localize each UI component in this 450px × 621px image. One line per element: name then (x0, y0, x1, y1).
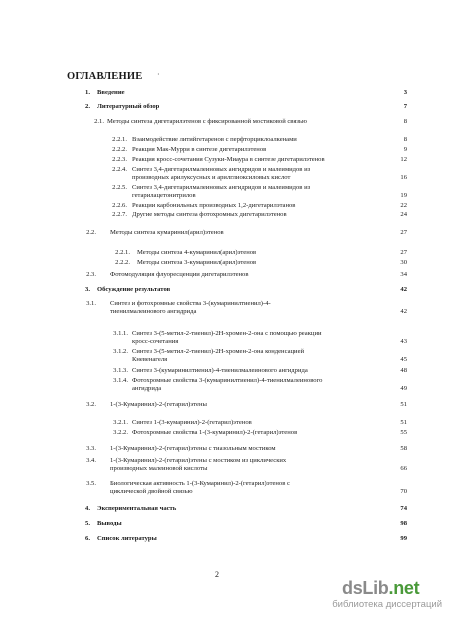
dslib-subtitle: библиотека диссертаций (332, 599, 442, 610)
toc-entry-text-continued: производных малеиновой кислоты (110, 465, 208, 472)
toc-entry-text: Синтез и фотохромные свойства 3-(кумаринилтиенил)-4- (110, 300, 271, 307)
toc-entry-text-continued: тиенилмалеинового ангидрида (110, 308, 197, 315)
toc-entry-number: 3.2. (86, 401, 96, 408)
toc-entry-page: 49 (400, 385, 407, 392)
toc-entry-number: 4. (85, 505, 90, 512)
toc-entry-page: 12 (400, 156, 407, 163)
toc-entry-page: 42 (400, 286, 407, 293)
toc-entry-number: 2.2.1. (112, 136, 127, 143)
toc-entry-number: 3.3. (86, 445, 96, 452)
toc-entry-text: 1-(3-Кумаринил)-2-(гетарил)этены (110, 401, 207, 408)
toc-entry-page: 70 (400, 488, 407, 495)
toc-entry-text: Синтез 3-(5-метил-2-тиенил)-2H-хромен-2-она с помощью реакции (132, 330, 322, 337)
toc-title: ОГЛАВЛЕНИЕ (67, 71, 143, 82)
toc-entry-text: Методы синтеза 3-кумаринил(арил)этенов (137, 259, 257, 266)
toc-entry-number: 2.1. (94, 118, 104, 125)
toc-entry-text-continued: Кневенагеля (132, 356, 168, 363)
toc-entry-number: 3.1.3. (113, 367, 128, 374)
toc-entry-text: Синтез 1-(3-кумаринил)-2-(гетарил)этенов (132, 419, 252, 426)
toc-entry-text: Список литературы (97, 535, 157, 542)
toc-entry-page: 51 (400, 401, 407, 408)
toc-entry-number: 3.2.1. (113, 419, 128, 426)
toc-entry-text: Синтез 3,4-дигетарилмалеиновых ангидридов и малеимидов из (132, 184, 311, 191)
toc-entry-page: 19 (400, 192, 407, 199)
toc-entry-text: Методы синтеза 4-кумаринил(арил)этенов (137, 249, 257, 256)
toc-entry-text: Выводы (97, 520, 122, 527)
toc-entry-page: 45 (400, 356, 407, 363)
scan-dot: · (157, 70, 160, 79)
toc-entry-number: 3.4. (86, 457, 96, 464)
toc-entry-number: 2.2.4. (112, 166, 127, 173)
toc-entry-page: 22 (400, 202, 407, 209)
toc-entry-page: 3 (403, 89, 407, 96)
toc-entry-number: 2.2. (86, 229, 96, 236)
toc-entry-text: Синтез 3-(5-метил-2-тиенил)-2H-хромен-2-она конденсацией (132, 348, 305, 355)
dslib-logo: dsLib.net (342, 578, 420, 598)
toc-entry-number: 2.3. (86, 271, 96, 278)
dslib-watermark[interactable] (292, 578, 442, 614)
toc-entry-number: 2.2.5. (112, 184, 127, 191)
toc-entry-text: Обсуждение результатов (97, 286, 171, 293)
toc-entry-number: 2.2.2. (115, 259, 130, 266)
toc-entry-page: 8 (403, 136, 407, 143)
toc-entry-page: 7 (403, 103, 407, 110)
toc-entry-number: 5. (85, 520, 90, 527)
toc-entry-page: 51 (400, 419, 407, 426)
toc-entry-page: 43 (400, 338, 407, 345)
toc-entry-text: Взаимодействие литийгетаренов с перфторциклоалкенами (132, 136, 297, 143)
toc-entry-text-continued: производных арилуксусных и арилглиоксиловых кислот (132, 174, 291, 181)
toc-entry-text: Экспериментальная часть (97, 505, 177, 512)
toc-entry-number: 2.2.7. (112, 211, 127, 218)
toc-entry-page: 30 (400, 259, 407, 266)
toc-entry-text-continued: кросс-сочетания (132, 338, 179, 345)
toc-entry-number: 2. (85, 103, 90, 110)
toc-entry-page: 9 (403, 146, 407, 153)
toc-entry-page: 42 (400, 308, 407, 315)
page-number: 2 (215, 570, 219, 579)
toc-entry-text: Реакция Мак-Мурри в синтезе дигетарилэтенов (132, 146, 267, 153)
toc-entry-text-continued: циклической двойной связью (110, 488, 193, 495)
toc-entry-page: 34 (400, 271, 407, 278)
toc-entry-text: Другие методы синтеза фотохромных дигетарилэтенов (132, 211, 287, 218)
toc-entry-text: Методы синтеза кумаринил(арил)этенов (110, 229, 224, 236)
toc-entry-text: Реакция кросс-сочетания Сузуки-Миаура в синтезе дигетарилэтенов (132, 156, 325, 163)
toc-entry-page: 66 (400, 465, 407, 472)
toc-entry-number: 2.2.2. (112, 146, 127, 153)
toc-entry-page: 58 (400, 445, 407, 452)
toc-entry-page: 24 (400, 211, 407, 218)
toc-entry-text: Фотомодуляция флуоресценции дигетарилэтенов (110, 271, 249, 278)
toc-entry-number: 6. (85, 535, 90, 542)
toc-entry-text-continued: ангидрида (132, 385, 162, 392)
toc-entry-text: Введение (97, 89, 125, 96)
toc-entry-number: 2.2.6. (112, 202, 127, 209)
toc-entry-number: 1. (85, 89, 90, 96)
toc-entry-text: Синтез 3-(кумаринилтиенил)-4-тиенилмалеинового ангидрида (132, 367, 308, 374)
toc-entry-text: Фотохромные свойства 1-(3-кумаринил)-2-(гетарил)этенов (132, 429, 298, 436)
toc-entry-number: 2.2.3. (112, 156, 127, 163)
toc-entry-text: Фотохромные свойства 3-(кумаринилтиенил)-4-тиенилмалеинового (132, 377, 323, 384)
toc-entry-page: 99 (400, 535, 407, 542)
toc-entry-page: 27 (400, 229, 407, 236)
toc-entry-number: 3. (85, 286, 90, 293)
toc-entry-text: Синтез 3,4-дигетарилмалеиновых ангидридов и малеимидов из (132, 166, 311, 173)
toc-entry-page: 8 (403, 118, 407, 125)
toc-entry-number: 3.1. (86, 300, 96, 307)
toc-entry-text: Реакции карбонильных производных 1,2-дигетарилэтанов (132, 202, 296, 209)
toc-entry-number: 3.1.2. (113, 348, 128, 355)
toc-entry-number: 3.1.1. (113, 330, 128, 337)
toc-entry-number: 3.2.2. (113, 429, 128, 436)
toc-entry-text: Литературный обзор (97, 103, 160, 110)
toc-entry-text: 1-(3-Кумаринил)-2-(гетарил)этены с тиазольным мостиком (110, 445, 276, 452)
toc-entry-text-continued: гетарилацетонитрилов (132, 192, 196, 199)
toc-entry-text: Биологическая активность 1-(3-Кумаринил)-2-(гетарил)этенов с (110, 480, 290, 487)
toc-entry-text: Методы синтеза дигетарилэтенов с фиксированной мостиковой связью (107, 118, 307, 125)
toc-entry-page: 27 (400, 249, 407, 256)
toc-entry-page: 16 (400, 174, 407, 181)
toc-entry-number: 3.5. (86, 480, 96, 487)
toc-entry-text: 1-(3-Кумаринил)-2-(гетарил)этены с мостиком из циклических (110, 457, 287, 464)
toc-entry-page: 55 (400, 429, 407, 436)
toc-entry-number: 2.2.1. (115, 249, 130, 256)
toc-entry-page: 98 (400, 520, 407, 527)
toc-entry-page: 74 (400, 505, 407, 512)
toc-entry-page: 48 (400, 367, 407, 374)
toc-entry-number: 3.1.4. (113, 377, 128, 384)
